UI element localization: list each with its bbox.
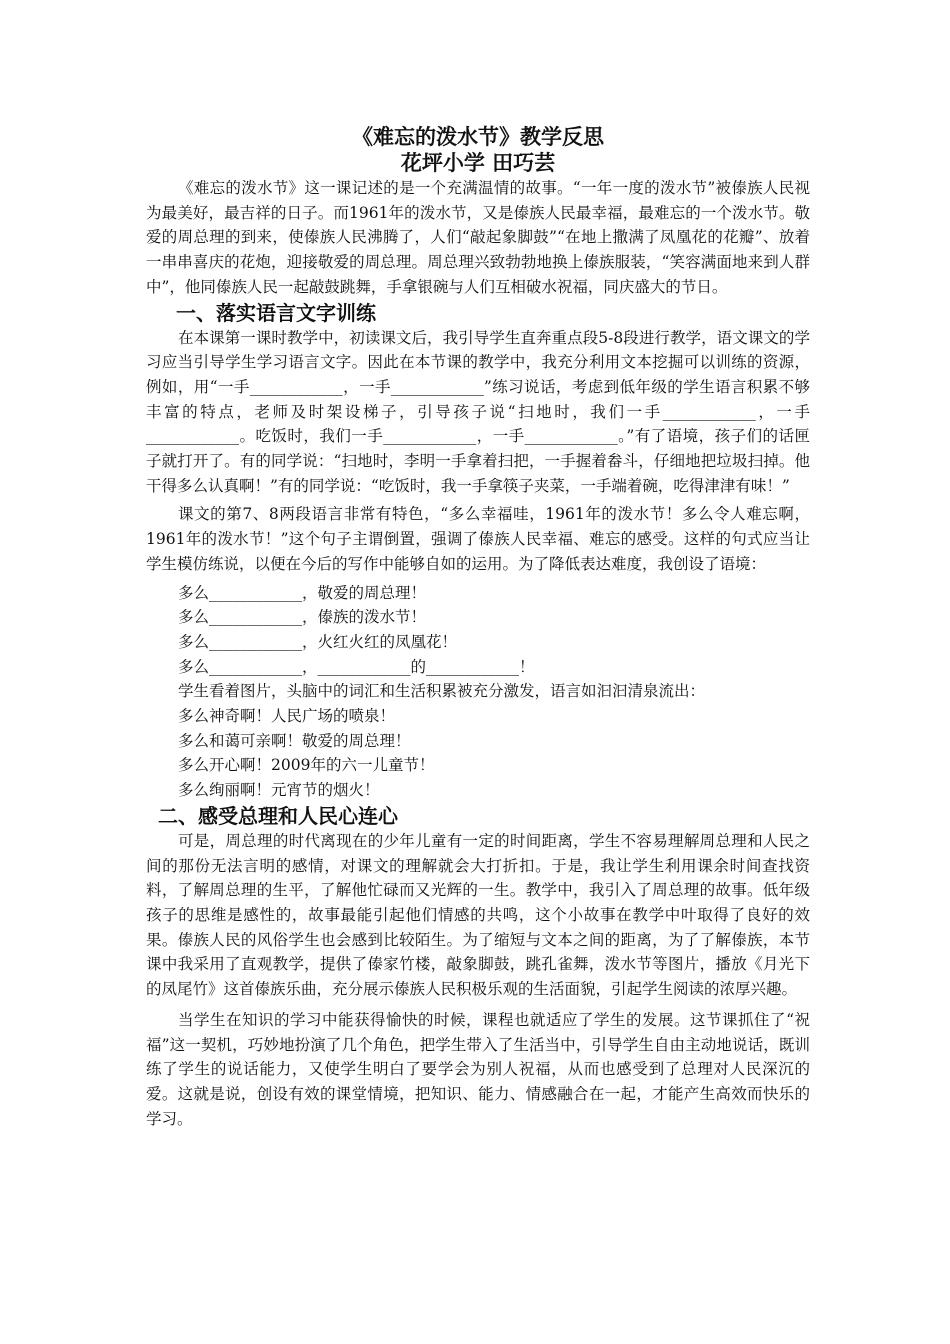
example-sentence: 多么绚丽啊！元宵节的烟火！ [178, 781, 380, 800]
section-2-paragraph-2: 当学生在知识的学习中能获得愉快的时候，课程也就适应了学生的发展。这节课抓住了“祝福”这一契机，巧妙地扮演了几个角色，把学生带入了生活当中，引导学生自由主动地说话，既训练了学生的说话能力，又使学生明白了要学会为别人祝福，从而也感受到了总理对人民深沉的爱。这就是说，创设有效的课堂情境，把知识、能力、情感融合在一起，才能产生高效而快乐的学习。 [146, 1010, 810, 1128]
blank-sentence: 多么____________，____________的____________！ [178, 657, 535, 676]
document-author: 花坪小学 田巧芸 [400, 150, 556, 175]
section-1-paragraph-2: 课文的第7、8两段语言非常有特色，“多么幸福哇，1961年的泼水节！多么令人难忘啊，1961年的泼水节！”这个句子主谓倒置，强调了傣族人民幸福、难忘的感受。这样的句式应当让学生模仿练说，以便在今后的写作中能够自如的运用。为了降低表达难度，我创设了语境： [146, 505, 810, 573]
section-1-heading: 一、落实语言文字训练 [176, 300, 376, 325]
example-sentence: 多么神奇啊！人民广场的喷泉！ [178, 707, 396, 726]
example-sentence: 多么和蔼可亲啊！敬爱的周总理！ [178, 731, 411, 750]
document-title: 《难忘的泼水节》教学反思 [352, 124, 604, 149]
blank-sentence: 多么____________，火红火红的凤凰花！ [178, 632, 458, 651]
intro-paragraph: 《难忘的泼水节》这一课记述的是一个充满温情的故事。“一年一度的泼水节”被傣族人民视为最美好，最吉祥的日子。而1961年的泼水节，又是傣族人民最幸福，最难忘的一个泼水节。敬爱的周总理的到来，使傣族人民沸腾了，人们“敲起象脚鼓”“在地上撒满了凤凰花的花瓣”、放着一串串喜庆的花炮，迎接敬爱的周总理。周总理兴致勃勃地换上傣族服装，“笑容满面地来到人群中”，他同傣族人民一起敲鼓跳舞，手拿银碗与人们互相破水祝福，同庆盛大的节日。 [146, 179, 810, 296]
section-1-paragraph-1: 在本课第一课时教学中，初读课文后，我引导学生直奔重点段5-8段进行教学，语文课文的学习应当引导学生学习语言文字。因此在本节课的教学中，我充分利用文本挖掘可以训练的资源，例如，用“一手____________，一手____________”练习说话，考虑到低年级的学生语言积累不够丰富的特点，老师及时架设梯子，引导孩子说“扫地时，我们一手____________，一手____________。吃饭时，我们一手____________，一手____________。”有了语境，孩子们的话匣子就打开了。有的同学说：“扫地时，李明一手拿着扫把，一手握着畚斗，仔细地把垃圾扫掉。他干得多么认真啊！”有的同学说：“吃饭时，我一手拿筷子夹菜，一手端着碗，吃得津津有味！” [146, 328, 810, 495]
example-sentence: 多么开心啊！2009年的六一儿童节！ [178, 756, 435, 775]
section-2-heading: 二、感受总理和人民心连心 [158, 803, 398, 828]
section-1-paragraph-3: 学生看着图片，头脑中的词汇和生活积累被充分激发，语言如汩汩清泉流出： [178, 682, 706, 701]
blank-sentence: 多么____________，傣族的泼水节！ [178, 608, 427, 627]
section-2-paragraph-1: 可是，周总理的时代离现在的少年儿童有一定的时间距离，学生不容易理解周总理和人民之间的那份无法言明的感情，对课文的理解就会大打折扣。于是，我让学生利用课余时间查找资料，了解周总理的生平，了解他忙碌而又光辉的一生。教学中，我引入了周总理的故事。低年级孩子的思维是感性的，故事最能引起他们情感的共鸣，这个小故事在教学中叶取得了良好的效果。傣族人民的风俗学生也会感到比较陌生。为了缩短与文本之间的距离，为了了解傣族，本节课中我采用了直观教学，提供了傣家竹楼，敲象脚鼓，跳孔雀舞，泼水节等图片，播放《月光下的凤尾竹》这首傣族乐曲，充分展示傣族人民积极乐观的生活面貌，引起学生阅读的浓厚兴趣。 [146, 831, 810, 999]
document-body [146, 124, 810, 1131]
blank-sentence: 多么____________，敬爱的周总理！ [178, 583, 427, 602]
